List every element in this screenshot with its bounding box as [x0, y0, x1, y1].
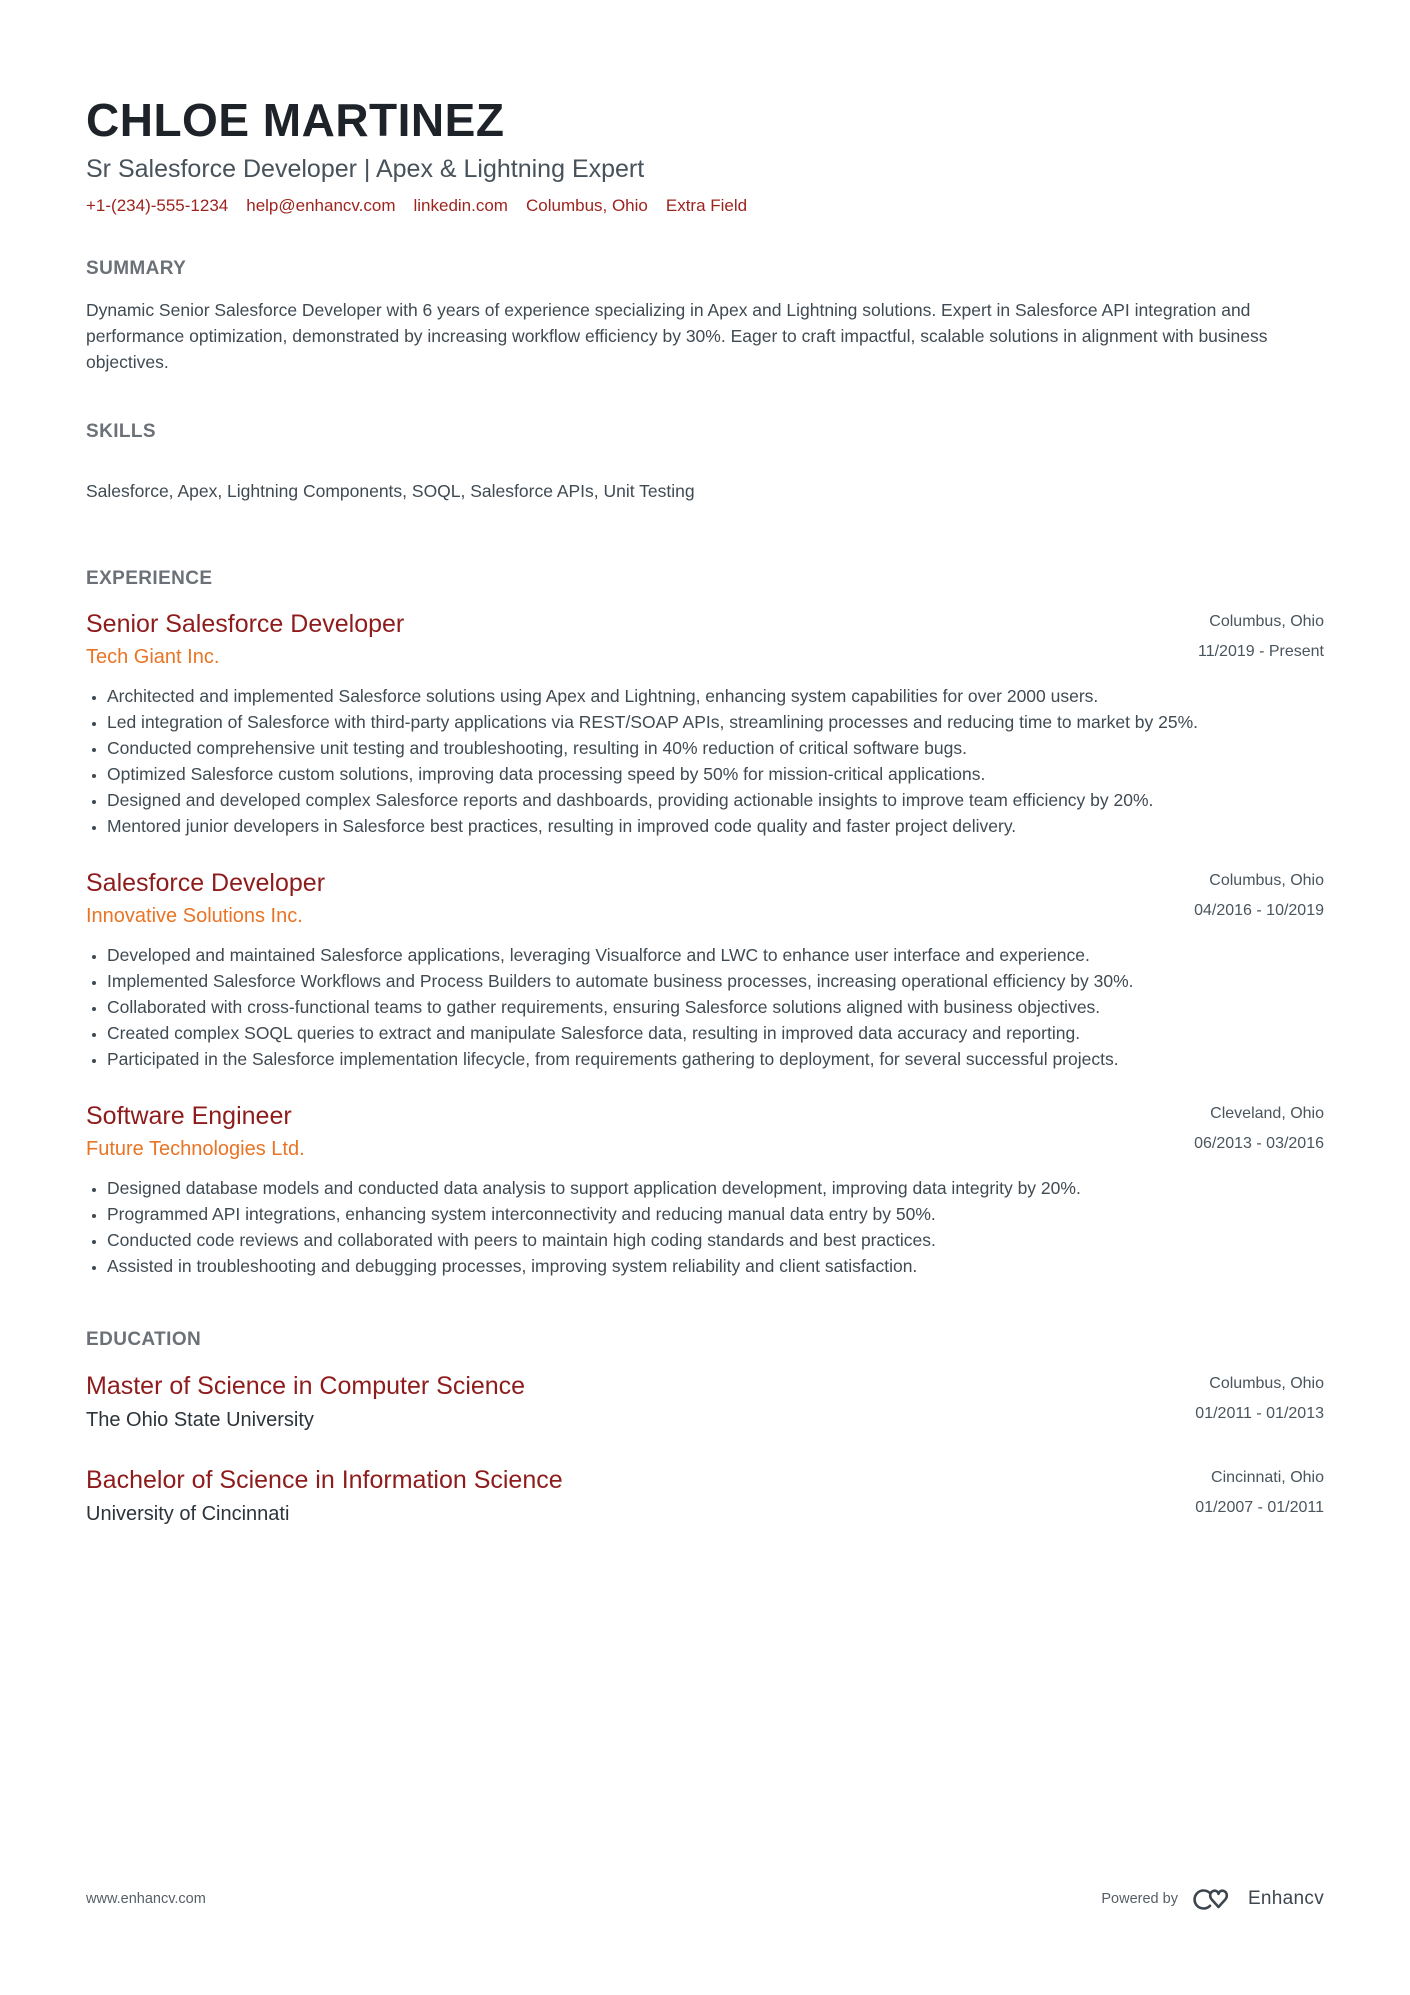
- job-bullet: • Designed and developed complex Salesforce reports and dashboards, providing actionable insights to improve team efficiency by 20%.: [107, 787, 1324, 813]
- education-entry-header: [86, 1466, 1324, 1526]
- job-bullet-list: [86, 1175, 1324, 1279]
- job-dates: 04/2016 - 10/2019: [1194, 902, 1324, 919]
- degree-location: Columbus, Ohio: [1209, 1375, 1324, 1392]
- degree-title: Master of Science in Computer Science: [86, 1372, 526, 1400]
- brand-name: Enhancv: [1247, 1888, 1324, 1909]
- job-company: Tech Giant Inc.: [86, 646, 220, 668]
- job-location: Columbus, Ohio: [1209, 613, 1324, 630]
- person-name: CHLOE MARTINEZ: [86, 94, 505, 146]
- person-headline: Sr Salesforce Developer | Apex & Lightning Expert: [86, 155, 645, 183]
- degree-location: Cincinnati, Ohio: [1211, 1469, 1324, 1486]
- skills-section-heading: SKILLS: [86, 421, 156, 442]
- job-location: Columbus, Ohio: [1209, 872, 1324, 889]
- enhancv-logo-icon: [1190, 1886, 1236, 1913]
- job-bullet: • Developed and maintained Salesforce applications, leveraging Visualforce and LWC to enhance user interface and experience.: [107, 942, 1324, 968]
- experience-entry: [86, 1102, 1324, 1279]
- degree-dates: 01/2007 - 01/2011: [1195, 1499, 1324, 1516]
- degree-title: Bachelor of Science in Information Science: [86, 1466, 563, 1494]
- degree-school: University of Cincinnati: [86, 1503, 290, 1525]
- skills-text: Salesforce, Apex, Lightning Components, SOQL, Salesforce APIs, Unit Testing: [86, 481, 695, 501]
- experience-entry-meta: [1194, 869, 1324, 920]
- job-bullet: • Architected and implemented Salesforce solutions using Apex and Lightning, enhancing system capabilities for over 2000 users.: [107, 683, 1324, 709]
- job-bullet: • Implemented Salesforce Workflows and Process Builders to automate business processes, increasing operational efficiency by 30%.: [107, 968, 1324, 994]
- experience-entry-titles: [86, 1102, 305, 1161]
- job-bullet: • Optimized Salesforce custom solutions, improving data processing speed by 50% for mission-critical applications.: [107, 761, 1324, 787]
- job-location: Cleveland, Ohio: [1210, 1105, 1324, 1122]
- job-title: Salesforce Developer: [86, 869, 326, 897]
- experience-entry-meta: [1194, 1102, 1324, 1153]
- experience-section-heading: EXPERIENCE: [86, 568, 213, 589]
- contact-location: Columbus, Ohio: [525, 196, 648, 215]
- job-bullet: • Collaborated with cross-functional teams to gather requirements, ensuring Salesforce solutions aligned with business objectives.: [107, 994, 1324, 1020]
- page-footer: [86, 1878, 1324, 1920]
- job-bullet: • Conducted comprehensive unit testing and troubleshooting, resulting in 40% reduction of critical software bugs.: [107, 735, 1324, 761]
- job-bullet-list: [86, 683, 1324, 839]
- powered-by-block: [1101, 1886, 1324, 1913]
- education-entry: [86, 1372, 1324, 1432]
- degree-dates: 01/2011 - 01/2013: [1195, 1405, 1324, 1422]
- experience-entry: [86, 869, 1324, 1072]
- job-company: Future Technologies Ltd.: [86, 1138, 305, 1160]
- education-section-heading: EDUCATION: [86, 1329, 202, 1350]
- job-bullet-list: [86, 942, 1324, 1072]
- job-title: Senior Salesforce Developer: [86, 610, 405, 638]
- experience-entry-header: [86, 1102, 1324, 1161]
- contact-linkedin-link[interactable]: linkedin.com: [413, 196, 508, 215]
- contact-email-link[interactable]: help@enhancv.com: [246, 196, 396, 215]
- experience-entry: [86, 610, 1324, 839]
- contact-row: [86, 195, 1324, 216]
- job-bullet: • Led integration of Salesforce with third-party applications via REST/SOAP APIs, streamlining processes and reducing time to market by 25%.: [107, 709, 1324, 735]
- degree-school: The Ohio State University: [86, 1409, 314, 1431]
- summary-text: Dynamic Senior Salesforce Developer with 6 years of experience specializing in Apex and Lightning solutions. Expert in Salesforce API integration and performance optimization, demonstrated by increasing workflow efficiency by 30%. Eager to craft impactful, scalable solutions in alignment with business objectives.: [86, 300, 1268, 372]
- job-bullet: • Created complex SOQL queries to extract and manipulate Salesforce data, resulting in improved data accuracy and reporting.: [107, 1020, 1324, 1046]
- job-bullet: • Mentored junior developers in Salesforce best practices, resulting in improved code quality and faster project delivery.: [107, 813, 1324, 839]
- experience-entry-header: [86, 869, 1324, 928]
- job-bullet: • Participated in the Salesforce implementation lifecycle, from requirements gathering to deployment, for several successful projects.: [107, 1046, 1324, 1072]
- job-dates: 11/2019 - Present: [1197, 643, 1324, 660]
- summary-section-heading: SUMMARY: [86, 258, 187, 279]
- job-company: Innovative Solutions Inc.: [86, 905, 303, 927]
- education-entry-meta: [1195, 1466, 1324, 1517]
- contact-phone: +1-(234)-555-1234: [86, 196, 229, 215]
- experience-entry-titles: [86, 869, 325, 928]
- education-entry: [86, 1466, 1324, 1526]
- education-entry-header: [86, 1372, 1324, 1432]
- contact-extra-field: Extra Field: [665, 196, 748, 215]
- job-bullet: • Assisted in troubleshooting and debugging processes, improving system reliability and client satisfaction.: [107, 1253, 1324, 1279]
- job-title: Software Engineer: [86, 1102, 292, 1130]
- education-entry-titles: [86, 1372, 525, 1432]
- powered-by-label: Powered by: [1101, 1891, 1178, 1907]
- job-bullet: • Designed database models and conducted data analysis to support application development, improving data integrity by 20%.: [107, 1175, 1324, 1201]
- education-entry-meta: [1195, 1372, 1324, 1423]
- experience-entry-header: [86, 610, 1324, 669]
- experience-entry-titles: [86, 610, 404, 669]
- job-dates: 06/2013 - 03/2016: [1194, 1135, 1324, 1152]
- job-bullet: • Programmed API integrations, enhancing system interconnectivity and reducing manual data entry by 50%.: [107, 1201, 1324, 1227]
- education-entry-titles: [86, 1466, 563, 1526]
- experience-entry-meta: [1198, 610, 1324, 661]
- website-url: www.enhancv.com: [86, 1891, 206, 1907]
- job-bullet: • Conducted code reviews and collaborated with peers to maintain high coding standards and best practices.: [107, 1227, 1324, 1253]
